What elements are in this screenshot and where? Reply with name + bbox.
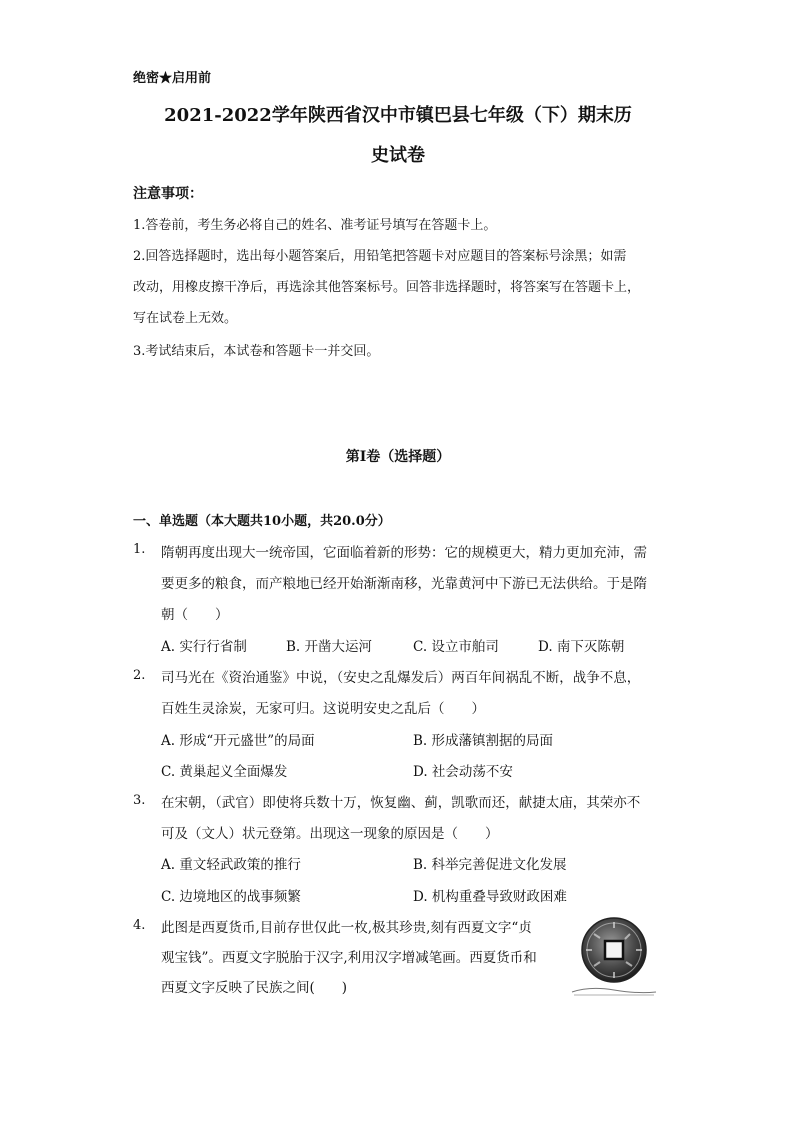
exam-title-line2: 史试卷 xyxy=(371,145,425,166)
question-number: 1. xyxy=(133,542,146,557)
volume-title: 第I卷（选择题） xyxy=(345,449,451,465)
question-text: 西夏文字反映了民族之间( ) xyxy=(161,980,348,996)
question-text: 此图是西夏货币,目前存世仅此一枚,极其珍贵,刻有西夏文字“贞 xyxy=(161,920,532,936)
notice-line: 1.答卷前，考生务必将自己的姓名、准考证号填写在答题卡上。 xyxy=(133,218,497,233)
notice-line: 2.回答选择题时，选出每小题答案后，用铅笔把答题卡对应题目的答案标号涂黑；如需 xyxy=(133,249,627,264)
option-a: A. 实行行省制 xyxy=(161,639,247,655)
option-b: B. 开凿大运河 xyxy=(286,639,373,655)
notice-line: 3.考试结束后，本试卷和答题卡一并交回。 xyxy=(133,344,380,359)
option-d: D. 社会动荡不安 xyxy=(413,764,513,780)
question-text: 隋朝再度出现大一统帝国，它面临着新的形势：它的规模更大，精力更加充沛，需 xyxy=(161,545,647,561)
question-text: 朝（ ） xyxy=(161,607,229,623)
xixia-coin-image xyxy=(570,912,658,998)
exam-title-line1: 2021-2022学年陕西省汉中市镇巴县七年级（下）期末历 xyxy=(164,105,632,126)
question-number: 4. xyxy=(133,918,146,933)
notice-heading: 注意事项： xyxy=(133,186,203,202)
option-c: C. 黄巢起义全面爆发 xyxy=(161,764,288,780)
notice-line: 写在试卷上无效。 xyxy=(133,311,238,326)
confidential-label: 绝密★启用前 xyxy=(133,71,212,86)
option-b: B. 形成藩镇割据的局面 xyxy=(413,733,554,749)
question-text: 在宋朝，（武官）即使将兵数十万，恢复幽、蓟，凯歌而还，献捷太庙，其荣亦不 xyxy=(161,795,641,811)
option-d: D. 机构重叠导致财政困难 xyxy=(413,889,567,905)
question-number: 3. xyxy=(133,793,146,808)
question-text: 观宝钱”。西夏文字脱胎于汉字,利用汉字增减笔画。西夏货币和 xyxy=(161,950,537,966)
option-c: C. 设立市舶司 xyxy=(413,639,499,655)
question-text: 百姓生灵涂炭，无家可归。这说明安史之乱后（ ） xyxy=(161,701,485,717)
option-a: A. 重文轻武政策的推行 xyxy=(161,857,301,873)
option-d: D. 南下灭陈朝 xyxy=(538,639,625,655)
question-text: 司马光在《资治通鉴》中说，（安史之乱爆发后）两百年间祸乱不断，战争不息， xyxy=(161,670,641,686)
option-c: C. 边境地区的战事频繁 xyxy=(161,889,301,905)
question-text: 可及（文人）状元登第。出现这一现象的原因是（ ） xyxy=(161,826,499,842)
notice-line: 改动，用橡皮擦干净后，再选涂其他答案标号。回答非选择题时，将答案写在答题卡上， xyxy=(133,280,641,295)
option-b: B. 科举完善促进文化发展 xyxy=(413,857,567,873)
option-a: A. 形成“开元盛世”的局面 xyxy=(161,733,315,749)
section-title: 一、单选题（本大题共10小题，共20.0分） xyxy=(133,514,391,529)
question-number: 2. xyxy=(133,668,146,683)
question-text: 要更多的粮食，而产粮地已经开始渐渐南移，光靠黄河中下游已无法供给。于是隋 xyxy=(161,576,647,592)
